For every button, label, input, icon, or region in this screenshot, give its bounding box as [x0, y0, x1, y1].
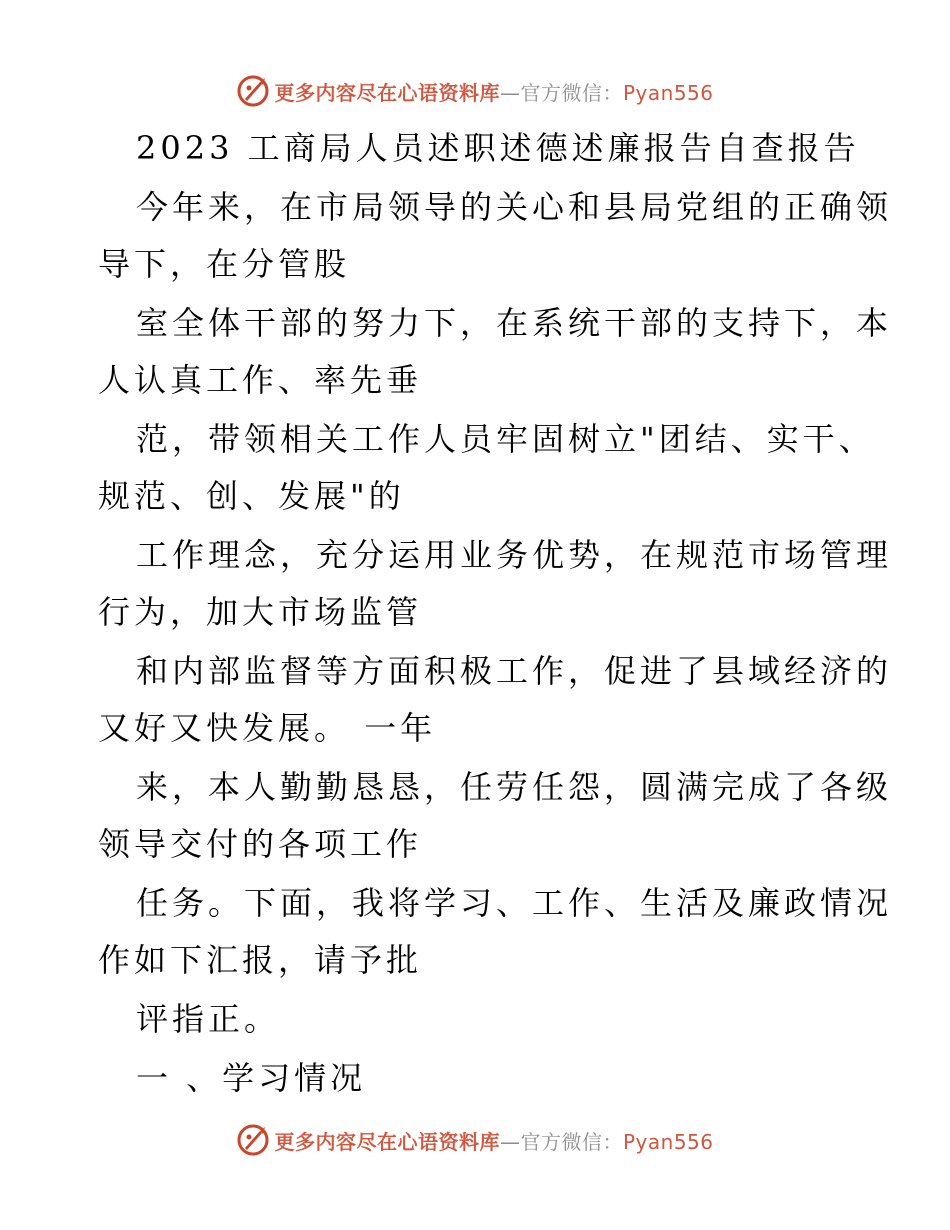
watermark-gray-text: —官方微信：: [499, 80, 623, 105]
paragraph-line: 任务。下面，我将学习、工作、生活及廉政情况: [136, 884, 893, 922]
watermark-text: [274, 77, 713, 106]
document-title: 2023 工商局人员述职述德述廉报告自查报告: [136, 129, 860, 167]
paragraph-line: 领导交付的各项工作: [98, 825, 423, 863]
paragraph-line: 范，带领相关工作人员牢固树立"团结、实干、: [136, 420, 875, 458]
watermark-banner-top: [0, 69, 950, 113]
paragraph-line: 工作理念，充分运用业务优势，在规范市场管理: [136, 536, 893, 574]
watermark-banner-bottom: [0, 1118, 950, 1162]
watermark-text: [274, 1126, 713, 1155]
paragraph-line: 评指正。: [136, 1000, 281, 1038]
watermark-red-text: 更多内容尽在心语资料库: [274, 1129, 500, 1154]
paragraph-line: 又好又快发展。 一年: [98, 709, 437, 747]
watermark-gray-text: —官方微信：: [499, 1129, 623, 1154]
paragraph-line: 规范、创、发展"的: [98, 477, 405, 515]
paragraph-line: 作如下汇报，请予批: [98, 941, 423, 979]
paragraph-line: 行为，加大市场监管: [98, 593, 423, 631]
watermark-wechat-id: Pyan556: [622, 1129, 714, 1154]
quill-logo-icon: [236, 1123, 270, 1157]
watermark-red-text: 更多内容尽在心语资料库: [274, 80, 500, 105]
quill-logo-icon: [236, 74, 270, 108]
watermark-wechat-id: Pyan556: [622, 80, 714, 105]
paragraph-line: 今年来，在市局领导的关心和县局党组的正确领: [136, 188, 893, 226]
paragraph-line: 导下，在分管股: [98, 245, 351, 283]
paragraph-line: 来，本人勤勤恳恳，任劳任怨，圆满完成了各级: [136, 768, 893, 806]
paragraph-line: 和内部监督等方面积极工作，促进了县域经济的: [136, 652, 893, 690]
section-heading: 一 、学习情况: [136, 1059, 367, 1097]
paragraph-line: 室全体干部的努力下，在系统干部的支持下，本: [136, 304, 893, 342]
paragraph-line: 人认真工作、率先垂: [98, 361, 423, 399]
